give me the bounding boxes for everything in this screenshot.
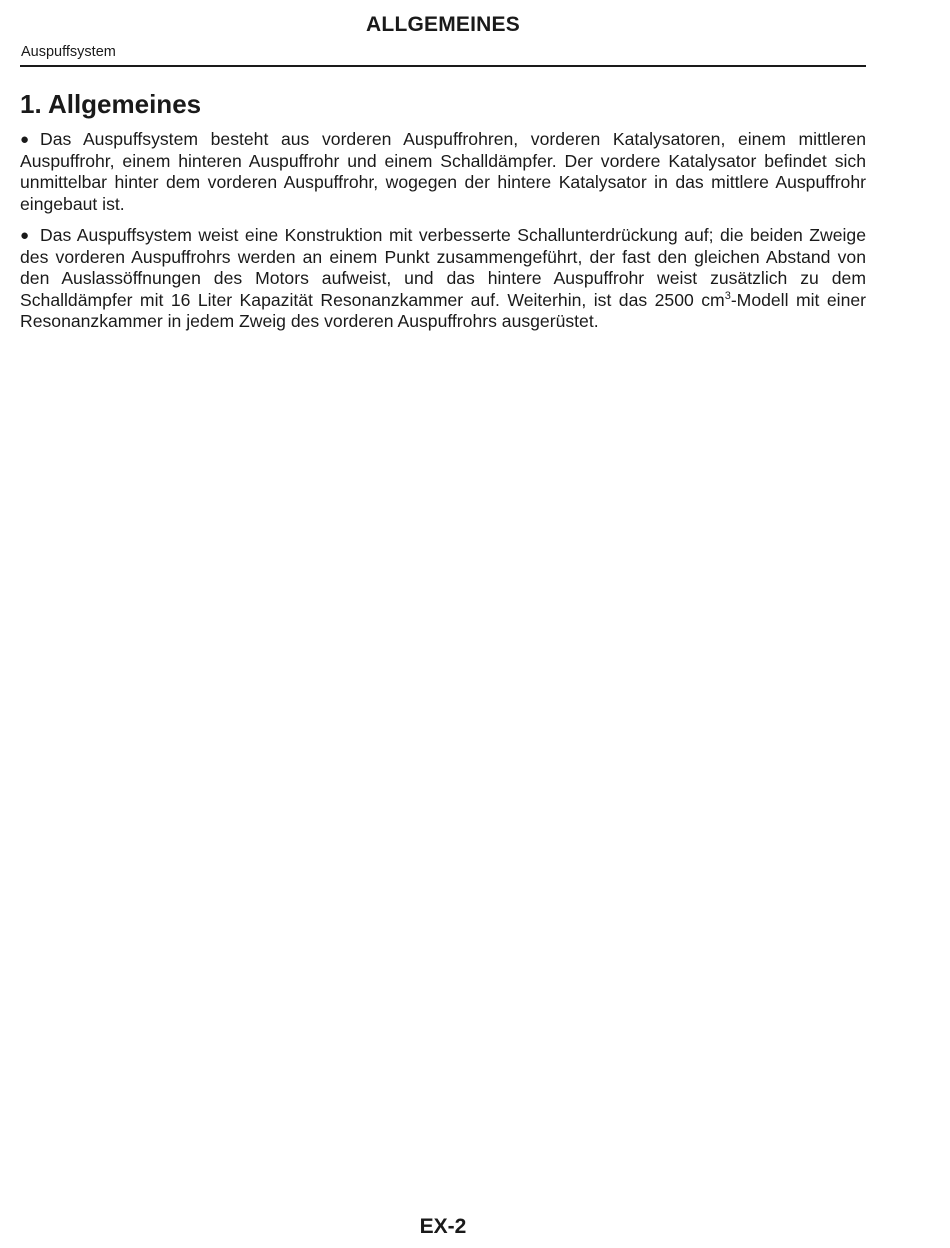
header-divider	[20, 65, 866, 67]
page-number: EX-2	[419, 1215, 467, 1238]
paragraph-text-continued: -Modell mit einer Resonanzkammer in jedem Zweig des vorderen Auspuffrohrs ausgerüstet.	[20, 289, 866, 331]
section-heading: 1. Allgemeines	[20, 89, 202, 119]
paragraph-text: Das Auspuffsystem weist eine Konstruktion mit verbesserte Schallunterdrückung auf; die beiden Zweige des vorderen Auspuffrohrs werden an einem Punkt zusammengeführt, der fast den gleichen Abstand von den Auslassöffnungen des Motors aufweist, und das hintere Auspuffrohr weist zusätzlich zu dem Schalldämpfer mit 16 Liter Kapazität Resonanzkammer auf. Weiterhin, ist das 2500 cm	[20, 225, 866, 310]
bullet-icon: ●	[20, 227, 30, 244]
bullet-paragraph-2	[20, 225, 866, 333]
bullet-icon: ●	[20, 131, 30, 148]
paragraph-text: Das Auspuffsystem besteht aus vorderen Auspuffrohren, vorderen Katalysatoren, einem mittleren Auspuffrohr, einem hinteren Auspuffrohr und einem Schalldämpfer. Der vordere Katalysator befindet sich unmittelbar hinter dem vorderen Auspuffrohr, wogegen der hintere Katalysator in das mittlere Auspuffrohr eingebaut ist.	[20, 129, 866, 214]
bullet-paragraph-1	[20, 129, 866, 215]
superscript: 3	[724, 289, 731, 302]
page-header-subtitle: Auspuffsystem	[21, 44, 116, 60]
section-body	[20, 129, 866, 343]
page-header-title: ALLGEMEINES	[366, 13, 520, 36]
